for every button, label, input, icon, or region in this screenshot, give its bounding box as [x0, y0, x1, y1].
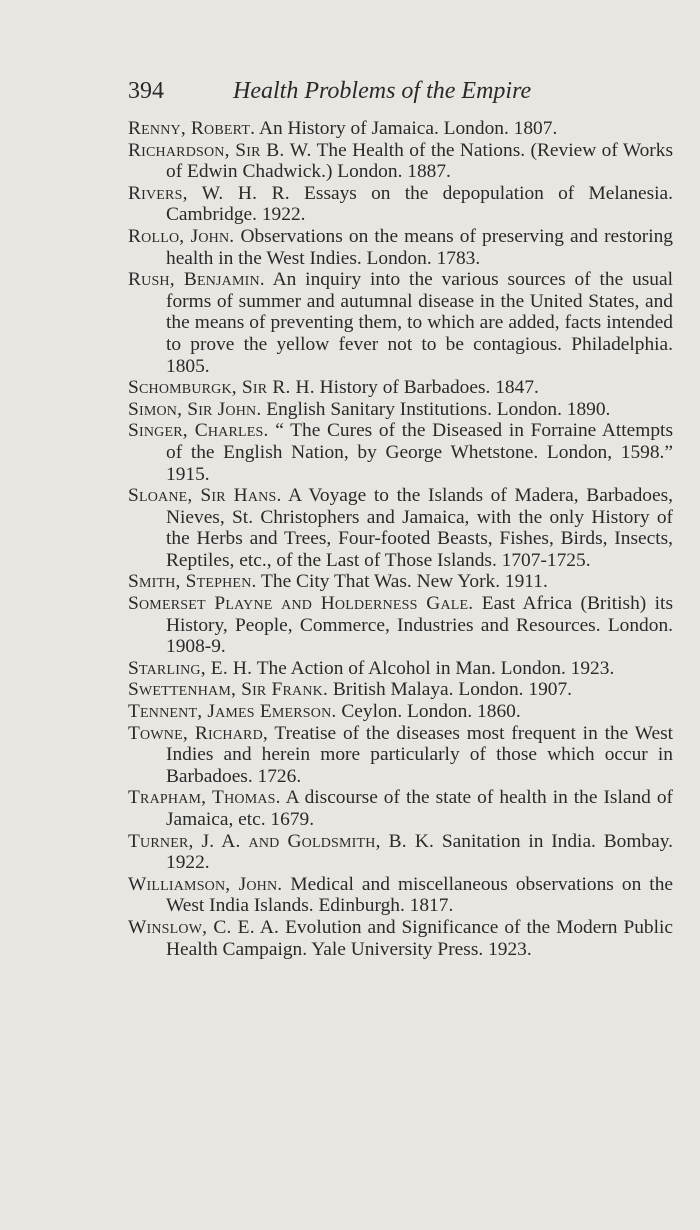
entry-author: Trapham, Thomas. — [128, 787, 281, 809]
entry-text: A Voyage to the Islands of Madera, Barbadoes, Nieves, St. Christophers and Jamaica, with the only History of the Herbs and Trees, Four-footed Beasts, Fishes, Birds, Insects, Reptiles, etc., of the Last of Those Islands. 1707-1725. — [166, 485, 673, 571]
entry-text: An History of Jamaica. London. 1807. — [258, 118, 558, 139]
bibliography-entry — [128, 420, 673, 485]
entry-text: Medical and miscellaneous observations on the West India Islands. Edinburgh. 1817. — [166, 873, 673, 917]
bibliography-entry — [128, 831, 673, 874]
entry-author: Schomburgk, Sir R. H. — [128, 377, 315, 399]
entry-text: Ceylon. London. 1860. — [341, 701, 521, 723]
bibliography-entry — [128, 787, 673, 830]
book-page — [128, 78, 673, 960]
entry-author: Tennent, James Emerson. — [128, 701, 337, 723]
entry-text: British Malaya. London. 1907. — [332, 679, 573, 701]
entry-text: The Health of the Nations. (Review of Works of Edwin Chadwick.) London. 1887. — [166, 139, 673, 183]
entry-text: The City That Was. New York. 1911. — [261, 571, 548, 593]
entry-text: Treatise of the diseases most frequent in the West Indies and herein more particularly of those which occur in Barbadoes. 1726. — [166, 722, 674, 787]
entry-text: History of Barbadoes. 1847. — [319, 377, 539, 399]
bibliography-entry — [128, 679, 673, 701]
entry-author: Towne, Richard, — [128, 722, 268, 744]
entry-text: A discourse of the state of health in the Island of Jamaica, etc. 1679. — [166, 787, 673, 830]
bibliography-entry — [128, 723, 673, 788]
page-number: 394 — [128, 78, 164, 104]
bibliography-entry — [128, 399, 673, 421]
entry-author: Richardson, Sir B. W. — [128, 139, 312, 161]
entry-text: Essays on the depopulation of Melanesia. Cambridge. 1922. — [166, 182, 674, 226]
entry-author: Singer, Charles. — [128, 420, 269, 442]
entry-author: Swettenham, Sir Frank. — [128, 679, 329, 701]
entry-author: Starling, E. H. — [128, 657, 253, 679]
entry-author: Rollo, John. — [128, 225, 235, 247]
entry-text: Sanitation in India. Bombay. 1922. — [166, 830, 673, 874]
entry-author: Sloane, Sir Hans. — [128, 485, 282, 507]
bibliography-entry — [128, 226, 673, 269]
bibliography-entry — [128, 658, 673, 680]
bibliography-entry — [128, 269, 673, 377]
entry-text: “ The Cures of the Diseased in Forraine Attempts of the English Nation, by George Whetstone. London, 1598.” 1915. — [166, 420, 673, 485]
entry-author: Winslow, C. E. A. — [128, 916, 280, 938]
entry-author: Rush, Benjamin. — [128, 269, 265, 291]
entry-text: Evolution and Significance of the Modern Public Health Campaign. Yale University Press. 1923. — [166, 916, 673, 960]
entry-author: Rivers, W. H. R. — [128, 182, 290, 204]
running-title: Health Problems of the Empire — [233, 78, 532, 104]
entry-author: Simon, Sir John. — [128, 398, 262, 420]
entry-author: Turner, J. A. and Goldsmith, B. K. — [128, 830, 435, 852]
entry-author: Williamson, John. — [128, 873, 283, 895]
entry-text: An inquiry into the various sources of the usual forms of summer and autumnal disease in the United States, and the means of preventing them, to which are added, facts intended to prove the yellow fever not to be contagious. Philadelphia. 1805. — [166, 269, 673, 377]
entry-text: English Sanitary Institutions. London. 1890. — [266, 398, 611, 420]
bibliography-entry — [128, 183, 673, 226]
bibliography-entry — [128, 593, 673, 658]
bibliography-entry — [128, 485, 673, 571]
bibliography-list — [128, 118, 673, 960]
bibliography-entry — [128, 118, 673, 140]
entry-text: East Africa (British) its History, People, Commerce, Industries and Resources. London. 1908-9. — [166, 593, 673, 658]
bibliography-entry — [128, 701, 673, 723]
entry-author: Smith, Stephen. — [128, 571, 257, 593]
entry-text: Observations on the means of preserving and restoring health in the West Indies. London. 1783. — [166, 225, 674, 269]
bibliography-entry — [128, 377, 673, 399]
running-head — [128, 78, 673, 116]
bibliography-entry — [128, 571, 673, 593]
entry-author: Somerset Playne and Holderness Gale. — [128, 593, 474, 615]
entry-text: The Action of Alcohol in Man. London. 1923. — [256, 657, 615, 679]
bibliography-entry — [128, 917, 673, 960]
bibliography-entry — [128, 874, 673, 917]
bibliography-entry — [128, 140, 673, 183]
entry-author: Renny, Robert. — [128, 118, 256, 139]
